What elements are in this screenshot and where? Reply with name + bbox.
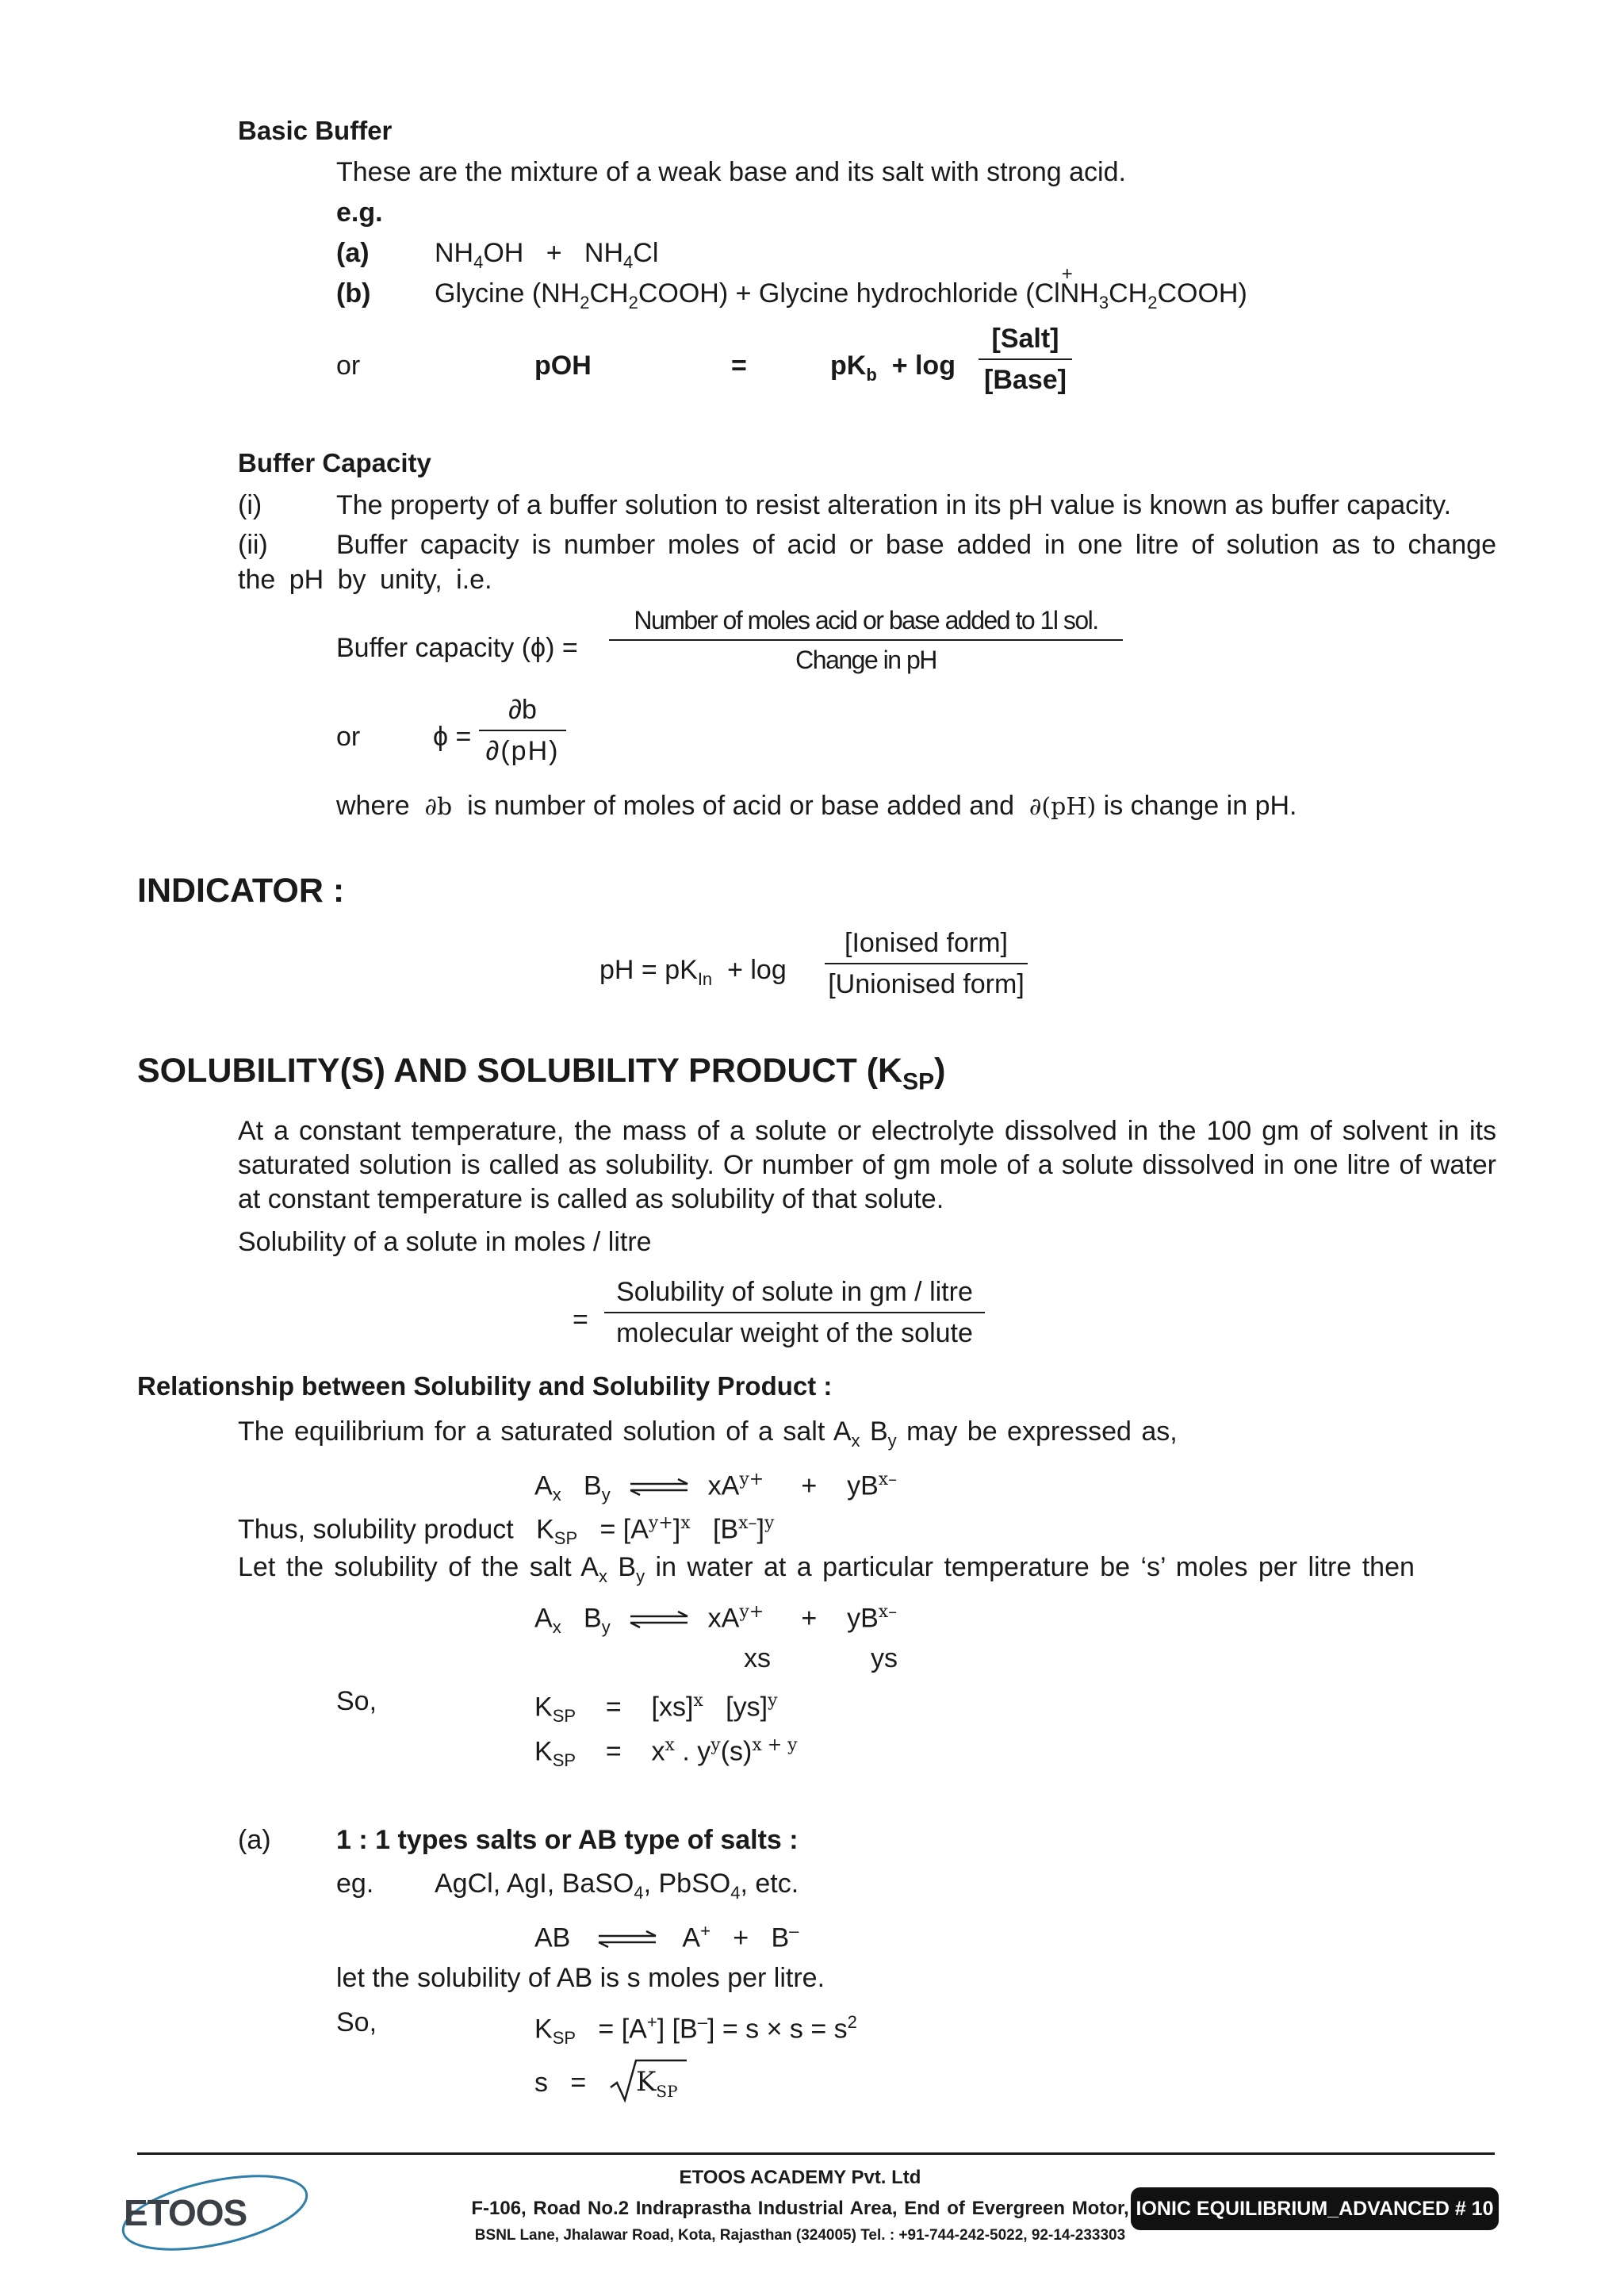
equilibrium-equation-1: $A_x$ $B_y$ $xA^{y+}$ + $yB^{x-}$	[534, 1470, 898, 1505]
page-badge: IONIC EQUILIBRIUM_ADVANCED # 10	[1131, 2187, 1499, 2230]
fraction-numerator: [Salt]	[991, 324, 1059, 354]
buffer-capacity-fraction	[609, 604, 1123, 676]
ksp-expression-2: $K_{SP}$ = $x^x$ . $y^y(s)^{x + y}$	[534, 1735, 798, 1771]
derivative-fraction	[479, 693, 566, 768]
salt-base-fraction	[979, 322, 1072, 397]
fraction-denominator: [Base]	[979, 358, 1072, 397]
ys-label: ys	[871, 1643, 898, 1673]
fraction-numerator: Solubility of solute in gm / litre	[616, 1277, 973, 1307]
ab-salts-heading: 1 : 1 types salts or AB type of salts :	[336, 1825, 799, 1855]
item-ii-text-continued: the pH by unity, i.e.	[238, 565, 492, 595]
item-a-formula: $NH_4OH$ + $NH_4Cl$	[435, 238, 659, 272]
solubility-fraction	[604, 1275, 985, 1350]
ab-salts-examples: AgCl, AgI, BaSO$_4$, PbSO$_4$, etc.	[435, 1869, 799, 1903]
indicator-equation-lhs: pH = $pK_{In} + \log$	[599, 955, 787, 989]
eg-label: eg.	[336, 1869, 374, 1899]
so-label: So,	[336, 2007, 377, 2037]
pkb-term: $pK_b + \log$	[830, 351, 956, 385]
ab-solubility-line: let the solubility of AB is s moles per litre.	[336, 1963, 825, 1993]
let-solubility-line: Let the solubility of the salt $A_x$ $B_y$ in water at a particular temperature be ‘s’ moles per litre then	[238, 1552, 1415, 1586]
equilibrium-arrow-icon	[629, 1478, 689, 1496]
s-equals: s =	[534, 2068, 587, 2098]
equilibrium-equation-2: $A_x$ $B_y$ $xA^{y+}$ + $yB^{x-}$	[534, 1602, 898, 1638]
solubility-moles-line: Solubility of a solute in moles / litre	[238, 1227, 652, 1257]
phi-equals: ϕ =	[433, 722, 472, 752]
ab-ksp-expression: $K_{SP}$ = [A+] $[B^-] = s \times s = s^2$	[534, 2012, 857, 2049]
buffer-capacity-heading: Buffer Capacity	[238, 448, 431, 477]
equilibrium-arrow-icon	[597, 1930, 657, 1948]
fraction-numerator: Number of moles acid or base added to 1l sol.	[634, 606, 1098, 634]
fraction-numerator: [Ionised form]	[845, 928, 1008, 958]
indicator-fraction	[825, 926, 1028, 1001]
solubility-definition: At a constant temperature, the mass of a solute or electrolyte dissolved in the 100 gm of solvent in its saturated solution is called as solubility. Or number of gm mole of a solute dissolved in one litre of water at constant temperature is called as solubility of that solute.	[238, 1116, 1496, 1214]
or-label: or	[336, 722, 361, 752]
equilibrium-arrow-icon	[629, 1611, 689, 1628]
fraction-denominator: molecular weight of the solute	[604, 1312, 985, 1350]
root-ksp: $K_{SP}$	[636, 2066, 678, 2101]
fraction-denominator: [Unionised form]	[825, 963, 1028, 1001]
fraction-denominator: Change in pH	[609, 639, 1123, 676]
xs-label: xs	[744, 1643, 771, 1673]
poh-lhs: pOH	[534, 351, 592, 381]
footer-address-line-2: BSNL Lane, Jhalawar Road, Kota, Rajasthan (324005) Tel. : +91-744-242-5022, 92-14-233303	[474, 2227, 1126, 2244]
item-ii-text: Buffer capacity is number moles of acid or base added in one litre of solution as to change	[336, 530, 1496, 560]
basic-buffer-description: These are the mixture of a weak base and its salt with strong acid.	[336, 157, 1126, 187]
equals-sign: =	[573, 1305, 588, 1335]
item-i-text: The property of a buffer solution to resist alteration in its pH value is known as buffer capacity.	[336, 490, 1452, 520]
ab-equilibrium: AB A+ + B–	[534, 1921, 799, 1953]
item-a-label: (a)	[336, 238, 370, 268]
equilibrium-intro: The equilibrium for a saturated solution of a salt $A_x$ $B_y$ may be expressed as,	[238, 1416, 1178, 1451]
item-i-label: (i)	[238, 490, 262, 520]
eg-label: e.g.	[336, 197, 383, 228]
equals-sign: =	[731, 351, 747, 381]
fraction-denominator: ∂(pH)	[479, 730, 566, 768]
buffer-capacity-lhs: Buffer capacity (ϕ) =	[336, 633, 578, 663]
relationship-heading: Relationship between Solubility and Solubility Product :	[137, 1371, 833, 1401]
ksp-expression-1: $K_{SP}$ = [xs]$^x$ [ys]$^y$	[534, 1691, 778, 1727]
footer-divider	[137, 2152, 1495, 2155]
solubility-heading: SOLUBILITY(S) AND SOLUBILITY PRODUCT $(K_{SP})$	[137, 1052, 946, 1095]
solubility-product-line: Thus, solubility product $K_{SP}$ = $[A^{y+}]^x$ $[B^{x-}]^y$	[238, 1513, 775, 1549]
etoos-logo-text: ETOOS	[124, 2192, 247, 2233]
item-b-label: (b)	[336, 278, 371, 309]
or-label: or	[336, 351, 361, 381]
footer-company: ETOOS ACADEMY Pvt. Ltd	[679, 2167, 921, 2188]
so-label: So,	[336, 1686, 377, 1716]
item-b-formula: Glycine $(NH_2CH_2COOH)$ + Glycine hydrochloride (Cl + $NH_3CH_2COOH$)	[435, 263, 1247, 312]
basic-buffer-heading: Basic Buffer	[238, 116, 393, 145]
where-line: where ∂b is number of moles of acid or base added and ∂(pH) is change in pH.	[336, 791, 1297, 821]
indicator-heading: INDICATOR :	[137, 872, 345, 910]
item-ii-label: (ii)	[238, 530, 268, 560]
footer-address-line-1: F-106, Road No.2 Indraprastha Industrial Area, End of Evergreen Motor,	[471, 2198, 1129, 2219]
ab-salts-label: (a)	[238, 1825, 271, 1855]
fraction-numerator: ∂b	[508, 695, 537, 725]
